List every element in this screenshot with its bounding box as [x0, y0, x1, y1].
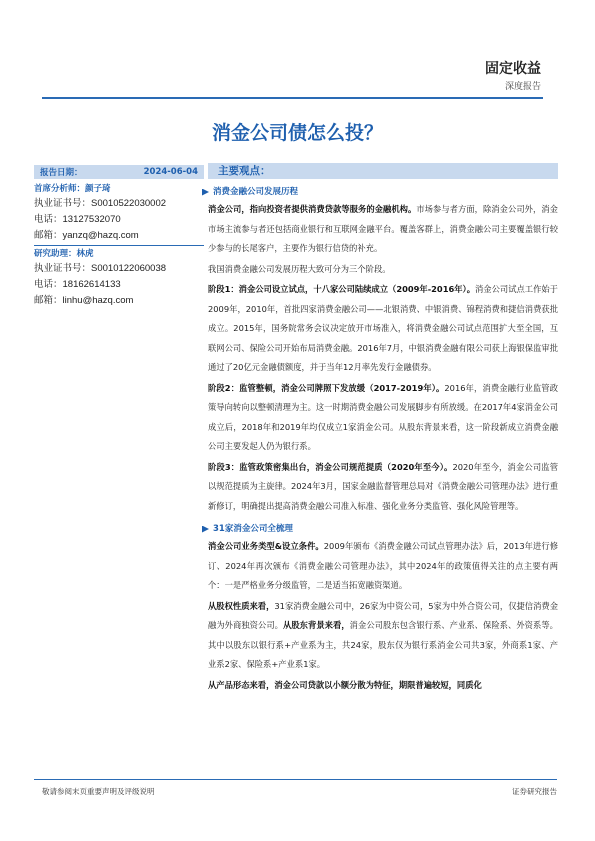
paragraph [208, 597, 558, 675]
paragraph-text: 31家消费金融公司中，26家为中资公司，5家为中外合资公司，仅捷信消费金融为外商独资公司。 [208, 600, 558, 630]
paragraph-lead: 阶段3：监管政策密集出台，消金公司规范提质（2020年至今）。 [208, 461, 453, 472]
info-label: 邮箱： [34, 295, 63, 306]
report-date-bar [34, 165, 204, 179]
info-value[interactable]: yanzq@hazq.com [62, 230, 139, 241]
paragraph [208, 676, 558, 696]
section-title: 31家消金公司全梳理 [213, 524, 293, 534]
paragraph [208, 379, 558, 457]
header-divider [42, 97, 543, 99]
info-label: 执业证书号： [34, 198, 92, 209]
paragraph-text: 消金公司试点工作始于2009年，2010年，首批四家消费金融公司——北银消费、中银消费、锦程消费和捷信消费获批成立。2015年，国务院常务会议决定放开市场准入，将消费金融公司试点范围扩大至全国，互联网公司、保险公司开始布局消费金融。2016年7月，中银消费金融有限公司获上海银保监审批通过了20亿元金融债额度，并于当年12月率先发行金融债券。 [208, 284, 558, 372]
paragraph [208, 280, 558, 378]
paragraph-lead: 从股东背景来看， [283, 620, 350, 630]
paragraph-text: 2016年，消费金融行业监管政策导向转向以整顿清理为主。这一时期消费金融公司发展脚步有所放缓。在2017年4家消金公司成立后，2018年和2019年均仅成立1家消金公司。从股东背景来看，这一阶段新成立消费金融公司主要发起人仍为银行系。 [208, 382, 558, 451]
section-title: 消费金融公司发展历程 [213, 187, 299, 197]
info-label: 电话： [34, 279, 63, 290]
paragraph-lead: 阶段2：监管整顿，消金公司牌照下发放缓（2017-2019年）。 [208, 382, 445, 393]
main-view [208, 163, 558, 695]
analyst-cert [34, 261, 204, 277]
info-value: S0010522030002 [91, 198, 167, 209]
triangle-bullet-icon [202, 526, 209, 533]
paragraph-text: 2020年至今，消金公司监管以规范提质为主旋律。2024年3月，国家金融监督管理总局对《消费金融公司管理办法》进行重新修订，明确提出提高消费金融公司准入标准、强化业务分类监管、强化风险管理等。 [208, 461, 558, 511]
info-value: 13127532070 [62, 214, 121, 225]
paragraph [208, 458, 558, 517]
paragraph-lead: 从产品形态来看，消金公司贷款以小额分散为特征，期限普遍较短，同质化 [208, 679, 482, 690]
analyst-role: 首席分析师：颜子琦 [34, 184, 111, 194]
analyst-cert [34, 196, 204, 212]
analyst-email [34, 228, 204, 244]
paragraph-lead: 从股权性质来看， [208, 600, 275, 611]
info-value: S0010122060038 [91, 263, 167, 274]
footer-disclaimer: 敬请参阅末页重要声明及评级说明 [42, 787, 155, 796]
info-label: 电话： [34, 214, 63, 225]
paragraph-text: 市场参与者方面，除消金公司外，消金市场主流参与者还包括商业银行和互联网金融平台。覆盖客群上，消费金融公司主要覆盖银行较少参与的长尾客户，主要作为银行信贷的补充。 [208, 204, 558, 253]
info-value[interactable]: linhu@hazq.com [62, 295, 134, 306]
report-date-label: 报告日期： [40, 168, 83, 178]
analyst-sidebar [34, 165, 204, 309]
paragraph-text: 消金公司股东包含银行系、产业系、保险系、外资系等。其中以股东以银行系+产业系为主，共24家，股东仅为银行系消金公司共3家，外商系1家、产业系2家、保险系+产业系1家。 [208, 620, 558, 669]
info-label: 邮箱： [34, 230, 63, 241]
paragraph [208, 260, 558, 280]
triangle-bullet-icon [202, 189, 209, 196]
page-title: 消金公司债怎么投？ [211, 122, 383, 144]
analyst-role: 研究助理：林虎 [34, 249, 94, 259]
header-category: 固定收益 [485, 61, 541, 77]
analyst-phone [34, 212, 204, 228]
paragraph-text: 2009年颁布《消费金融公司试点管理办法》后，2013年进行修订、2024年再次颁布《消费金融公司管理办法》，其中2024年的政策值得关注的点主要有两个：一是严格业务分级监管，二是适当拓宽融资渠道。 [208, 541, 558, 590]
report-date-value: 2024-06-04 [143, 167, 198, 177]
paragraph-lead: 消金公司，指向投资者提供消费贷款等服务的金融机构。 [208, 204, 417, 214]
main-view-heading: 主要观点： [208, 163, 558, 179]
analyst-phone [34, 277, 204, 293]
divider [34, 245, 204, 246]
footer-report-type: 证券研究报告 [512, 787, 557, 796]
header-subcategory: 深度报告 [504, 82, 541, 92]
paragraph-text: 我国消费金融公司发展历程大致可分为三个阶段。 [208, 263, 391, 274]
info-value: 18162614133 [62, 279, 121, 290]
section-heading [208, 522, 558, 536]
info-label: 执业证书号： [34, 263, 92, 274]
footer-divider [34, 779, 557, 780]
paragraph [208, 200, 558, 259]
section-heading [208, 185, 558, 199]
analyst-email [34, 293, 204, 309]
paragraph-lead: 阶段1：消金公司设立试点，十八家公司陆续成立（2009年-2016年）。 [208, 284, 475, 294]
paragraph [208, 537, 558, 596]
paragraph-lead: 消金公司业务类型&设立条件。 [208, 541, 324, 551]
